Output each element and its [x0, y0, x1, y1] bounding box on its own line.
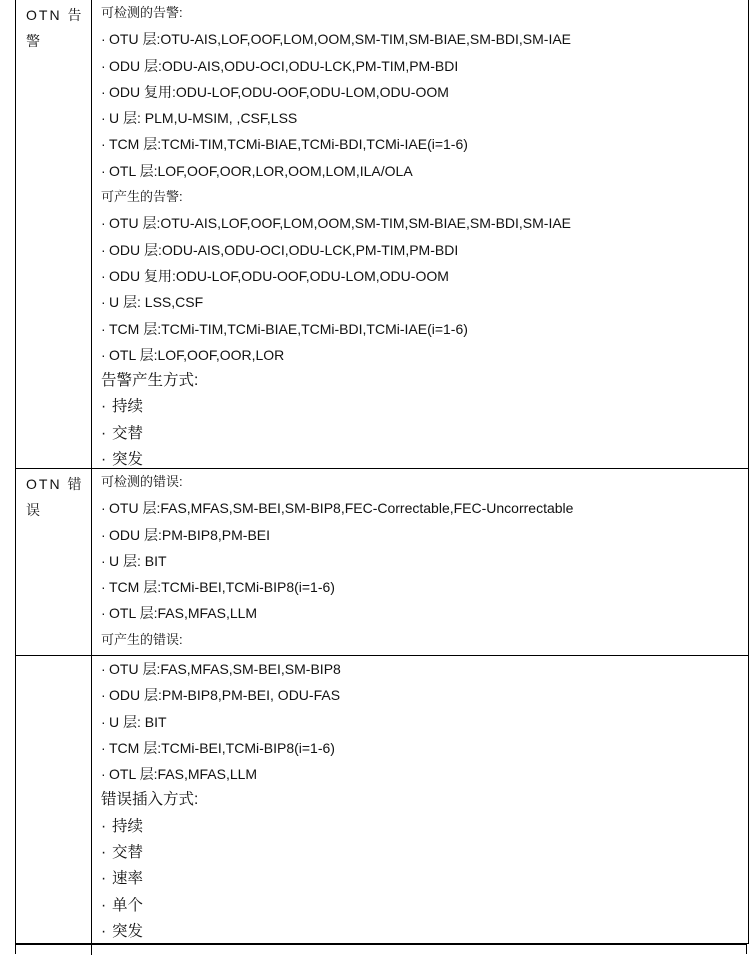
section-heading: [101, 184, 748, 210]
line-text: 持续: [112, 398, 144, 416]
row-label-cell: [16, 469, 92, 655]
line-text: 可产生的错误:: [101, 631, 183, 647]
list-item: [101, 316, 748, 342]
row-label-cell: [16, 0, 92, 468]
row-content-cell: [92, 656, 748, 943]
line-text: 可检测的错误:: [101, 474, 183, 489]
table-row-otn-error: [16, 469, 748, 656]
list-item: [101, 522, 748, 548]
bullet-dot: ·: [101, 398, 107, 416]
mode-item: [101, 421, 748, 447]
mode-item: [101, 394, 748, 420]
bullet-dot: ·: [101, 294, 106, 311]
bullet-dot: ·: [101, 424, 107, 442]
bullet-dot: ·: [101, 241, 106, 258]
bullet-dot: ·: [101, 922, 107, 940]
bullet-dot: ·: [101, 579, 106, 596]
list-item: [101, 495, 748, 521]
line-text: 突发: [112, 922, 144, 940]
bullet-dot: ·: [101, 896, 107, 914]
table-row-otn-alarm: [16, 0, 748, 469]
bullet-dot: ·: [101, 83, 106, 100]
line-text: ODU 复用:ODU-LOF,ODU-OOF,ODU-LOM,ODU-OOM: [109, 83, 449, 100]
spec-table: [15, 0, 749, 944]
list-item: [101, 761, 748, 787]
section-heading: [101, 627, 748, 653]
line-text: TCM 层:TCMi-TIM,TCMi-BIAE,TCMi-BDI,TCMi-IAE(i=1-6): [109, 320, 468, 337]
mode-item: [101, 866, 748, 892]
line-text: ODU 层:PM-BIP8,PM-BEI, ODU-FAS: [109, 687, 341, 704]
mode-item: [101, 893, 748, 919]
row-label-line-2: 警: [26, 33, 42, 49]
bullet-dot: ·: [101, 661, 106, 677]
row-label-line-2: 误: [26, 502, 42, 518]
bullet-dot: ·: [101, 766, 106, 783]
bullet-dot: ·: [101, 500, 106, 517]
line-text: U 层: BIT: [109, 552, 167, 569]
line-text: OTL 层:LOF,OOF,OOR,LOR: [109, 346, 285, 363]
mode-item: [101, 840, 748, 866]
line-text: 可检测的告警:: [101, 5, 183, 20]
line-text: TCM 层:TCMi-BEI,TCMi-BIP8(i=1-6): [109, 739, 335, 756]
line-text: 交替: [112, 424, 144, 442]
line-text: ODU 层:ODU-AIS,ODU-OCI,ODU-LCK,PM-TIM,PM-BDI: [109, 241, 459, 258]
bullet-dot: ·: [101, 346, 106, 363]
list-item: [101, 79, 748, 105]
row-label-line-1: OTN 错: [26, 476, 84, 492]
bullet-dot: ·: [101, 267, 106, 284]
line-text: 交替: [112, 844, 144, 862]
bullet-dot: ·: [101, 31, 106, 48]
list-item: [101, 735, 748, 761]
mode-item: [101, 814, 748, 840]
row-content-cell: [92, 469, 748, 655]
line-text: ODU 层:ODU-AIS,ODU-OCI,ODU-LCK,PM-TIM,PM-BDI: [109, 57, 459, 74]
list-item: [101, 709, 748, 735]
list-item: [101, 682, 748, 708]
list-item: [101, 158, 748, 184]
line-text: OTU 层:FAS,MFAS,SM-BEI,SM-BIP8,FEC-Correctable,FEC-Uncorrectable: [109, 500, 574, 517]
line-text: OTU 层:OTU-AIS,LOF,OOF,LOM,OOM,SM-TIM,SM-BIAE,SM-BDI,SM-IAE: [109, 215, 572, 232]
list-item: [101, 105, 748, 131]
bullet-dot: ·: [101, 57, 106, 74]
bullet-dot: ·: [101, 136, 106, 153]
line-text: OTU 层:FAS,MFAS,SM-BEI,SM-BIP8: [109, 661, 341, 677]
line-text: ODU 复用:ODU-LOF,ODU-OOF,ODU-LOM,ODU-OOM: [109, 267, 449, 284]
line-text: U 层: LSS,CSF: [109, 294, 204, 311]
list-item: [101, 53, 748, 79]
bullet-dot: ·: [101, 739, 106, 756]
mode-item: [101, 919, 748, 945]
list-item: [101, 237, 748, 263]
line-text: TCM 层:TCMi-TIM,TCMi-BIAE,TCMi-BDI,TCMi-IAE(i=1-6): [109, 136, 468, 153]
line-text: 速率: [112, 870, 144, 888]
bullet-dot: ·: [101, 162, 106, 179]
bullet-dot: ·: [101, 320, 106, 337]
line-text: OTL 层:FAS,MFAS,LLM: [109, 766, 258, 783]
line-text: U 层: PLM,U-MSIM, ,CSF,LSS: [109, 110, 298, 127]
line-text: 错误插入方式:: [101, 791, 199, 809]
list-item: [101, 26, 748, 52]
line-text: ODU 层:PM-BIP8,PM-BEI: [109, 526, 271, 543]
list-item: [101, 600, 748, 626]
line-text: TCM 层:TCMi-BEI,TCMi-BIP8(i=1-6): [109, 579, 335, 596]
section-heading: [101, 0, 748, 26]
line-text: OTU 层:OTU-AIS,LOF,OOF,LOM,OOM,SM-TIM,SM-BIAE,SM-BDI,SM-IAE: [109, 31, 572, 48]
line-text: OTL 层:LOF,OOF,OOR,LOR,OOM,LOM,ILA/OLA: [109, 162, 413, 179]
table-row-otn-error-continued: [16, 656, 748, 944]
line-text: OTL 层:FAS,MFAS,LLM: [109, 605, 258, 622]
list-item: [101, 656, 748, 682]
bullet-dot: ·: [101, 110, 106, 127]
line-text: 突发: [112, 451, 144, 469]
column-divider: [91, 945, 92, 955]
list-item: [101, 263, 748, 289]
bullet-dot: ·: [101, 215, 106, 232]
bullet-dot: ·: [101, 713, 106, 730]
line-text: 告警产生方式:: [101, 372, 199, 390]
bullet-dot: ·: [101, 844, 107, 862]
list-item: [101, 342, 748, 368]
list-item: [101, 131, 748, 157]
next-row-top-border: [15, 944, 747, 954]
list-item: [101, 289, 748, 315]
list-item: [101, 574, 748, 600]
row-label-cell: [16, 656, 92, 943]
bullet-dot: ·: [101, 552, 106, 569]
row-label-line-1: OTN 告: [26, 7, 84, 23]
bullet-dot: ·: [101, 605, 106, 622]
line-text: 可产生的告警:: [101, 189, 183, 205]
line-text: U 层: BIT: [109, 713, 167, 730]
list-item: [101, 210, 748, 236]
bullet-dot: ·: [101, 817, 107, 835]
section-heading: [101, 469, 748, 495]
mode-heading: [101, 368, 748, 394]
bullet-dot: ·: [101, 451, 107, 469]
bullet-dot: ·: [101, 870, 107, 888]
mode-heading: [101, 787, 748, 813]
list-item: [101, 548, 748, 574]
bullet-dot: ·: [101, 687, 106, 704]
line-text: 持续: [112, 817, 144, 835]
bullet-dot: ·: [101, 526, 106, 543]
row-content-cell: [92, 0, 748, 468]
line-text: 单个: [112, 896, 144, 914]
